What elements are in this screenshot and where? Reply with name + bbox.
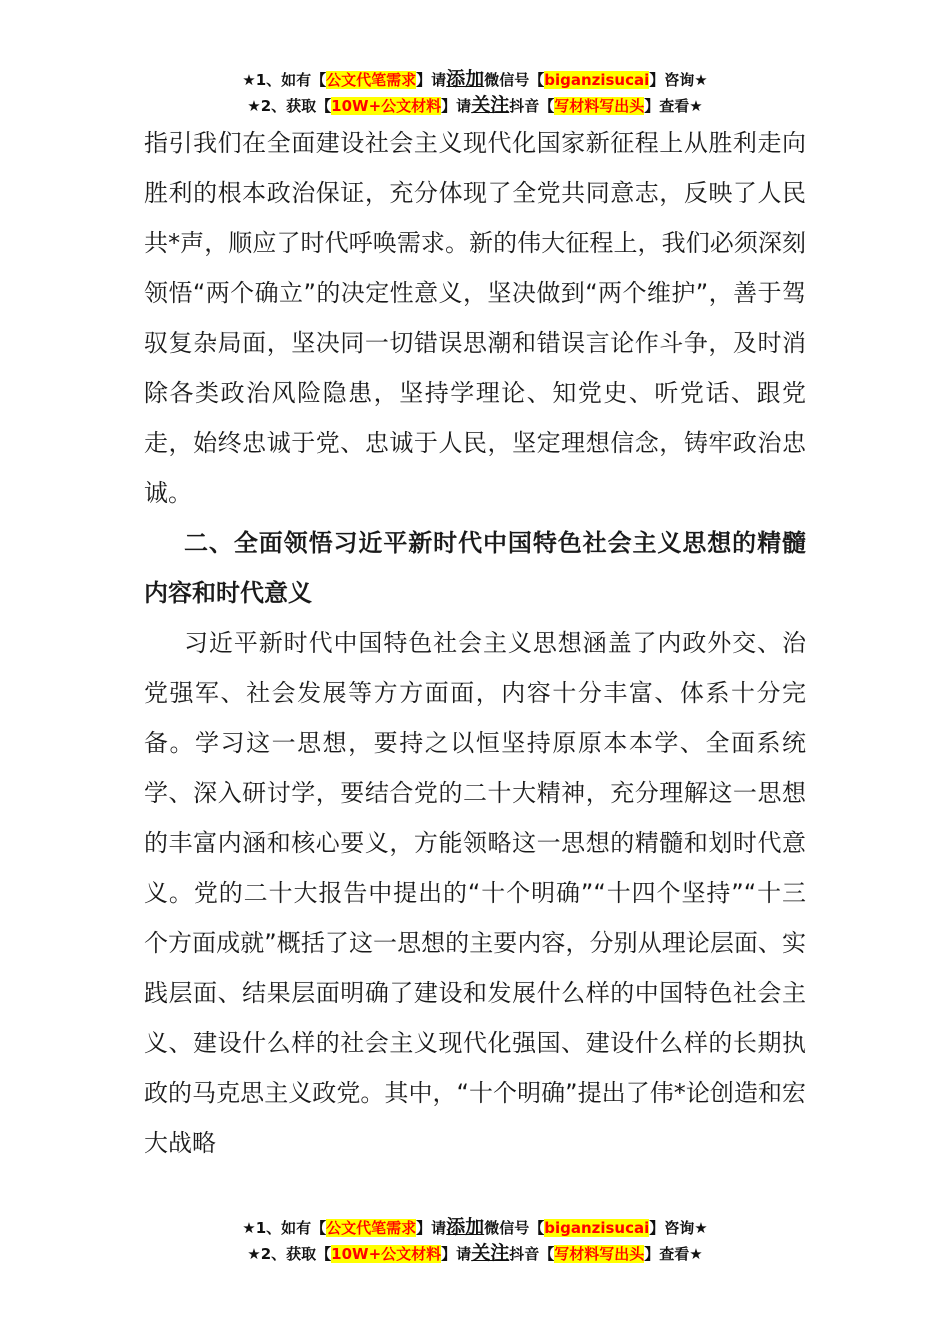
- banner-line-2: [0, 93, 950, 119]
- star-icon: ★: [242, 71, 256, 89]
- banner-line-1: [0, 67, 950, 93]
- banner-text: 】请: [416, 1219, 447, 1237]
- highlight-service: 公文代笔需求: [326, 71, 417, 89]
- highlight-materials: 10W+公文材料: [331, 1245, 442, 1263]
- banner-emphasis: 关注: [471, 1242, 510, 1264]
- highlight-douyin: 写材料写出头: [554, 1245, 645, 1263]
- footer-banner: [0, 1215, 950, 1267]
- banner-emphasis: 关注: [471, 94, 510, 116]
- banner-line-1: [0, 1215, 950, 1241]
- banner-text: 】查看: [644, 1245, 690, 1263]
- highlight-service: 公文代笔需求: [326, 1219, 417, 1237]
- banner-text: 】咨询: [649, 1219, 695, 1237]
- body-paragraph: 指引我们在全面建设社会主义现代化国家新征程上从胜利走向胜利的根本政治保证，充分体现了全党共同意志，反映了人民共*声，顺应了时代呼唤需求。新的伟大征程上，我们必须深刻领悟“两个确立”的决定性意义，坚决做到“两个维护”，善于驾驭复杂局面，坚决同一切错误思潮和错误言论作斗争，及时消除各类政治风险隐患，坚持学理论、知党史、听党话、跟党走，始终忠诚于党、忠诚于人民，坚定理想信念，铸牢政治忠诚。: [144, 129, 806, 507]
- banner-line-2: [0, 1241, 950, 1267]
- banner-text: 1、如有【: [255, 71, 327, 89]
- document-body: [144, 118, 806, 1168]
- star-icon: ★: [242, 1219, 256, 1237]
- banner-emphasis: 添加: [446, 68, 485, 90]
- banner-text: 微信号【: [484, 1219, 545, 1237]
- highlight-materials: 10W+公文材料: [331, 97, 442, 115]
- banner-text: 】请: [441, 1245, 472, 1263]
- banner-text: 】请: [441, 97, 472, 115]
- banner-text: 】咨询: [649, 71, 695, 89]
- star-icon: ★: [689, 1245, 703, 1263]
- highlight-wechat-id: biganzisucai: [544, 71, 650, 89]
- star-icon: ★: [689, 97, 703, 115]
- banner-text: 】查看: [644, 97, 690, 115]
- banner-text: 抖音【: [509, 1245, 555, 1263]
- banner-text: 2、获取【: [260, 1245, 332, 1263]
- star-icon: ★: [694, 71, 708, 89]
- banner-text: 1、如有【: [255, 1219, 327, 1237]
- highlight-douyin: 写材料写出头: [554, 97, 645, 115]
- star-icon: ★: [694, 1219, 708, 1237]
- banner-text: 抖音【: [509, 97, 555, 115]
- section-heading: 二、全面领悟习近平新时代中国特色社会主义思想的精髓内容和时代意义: [144, 529, 806, 607]
- star-icon: ★: [247, 97, 261, 115]
- banner-text: 微信号【: [484, 71, 545, 89]
- header-banner: [0, 67, 950, 119]
- banner-emphasis: 添加: [446, 1216, 485, 1238]
- star-icon: ★: [247, 1245, 261, 1263]
- highlight-wechat-id: biganzisucai: [544, 1219, 650, 1237]
- body-paragraph: 习近平新时代中国特色社会主义思想涵盖了内政外交、治党强军、社会发展等方方面面，内容十分丰富、体系十分完备。学习这一思想，要持之以恒坚持原原本本学、全面系统学、深入研讨学，要结合党的二十大精神，充分理解这一思想的丰富内涵和核心要义，方能领略这一思想的精髓和划时代意义。党的二十大报告中提出的“十个明确”“十四个坚持”“十三个方面成就”概括了这一思想的主要内容，分别从理论层面、实践层面、结果层面明确了建设和发展什么样的中国特色社会主义、建设什么样的社会主义现代化强国、建设什么样的长期执政的马克思主义政党。其中，“十个明确”提出了伟*论创造和宏大战略: [144, 629, 806, 1157]
- banner-text: 2、获取【: [260, 97, 332, 115]
- banner-text: 】请: [416, 71, 447, 89]
